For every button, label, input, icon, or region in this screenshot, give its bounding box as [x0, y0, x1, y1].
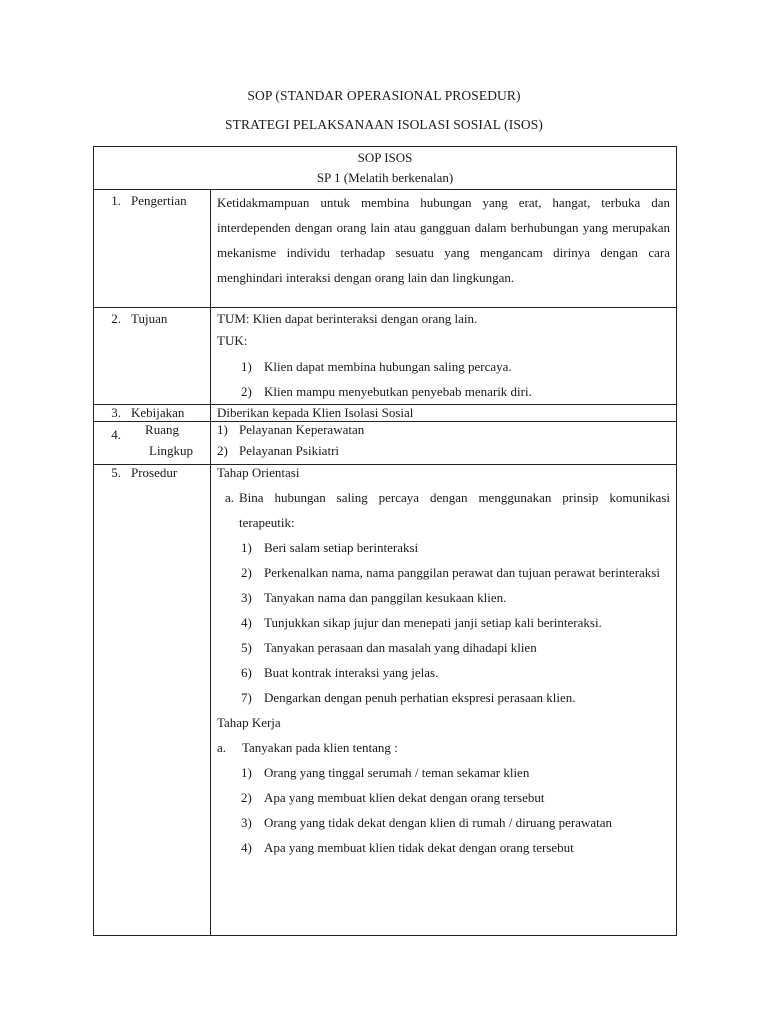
document-title: SOP (STANDAR OPERASIONAL PROSEDUR)	[247, 88, 521, 103]
list-text: Dengarkan dengan penuh perhatian ekspresi perasaan klien.	[264, 690, 576, 705]
row-label-cell	[94, 405, 211, 422]
list-marker: a.	[225, 490, 235, 505]
list-item	[217, 635, 670, 660]
list-marker: 7)	[241, 690, 252, 705]
tum-text: TUM: Klien dapat berinteraksi dengan orang lain.	[217, 311, 478, 326]
row-content-cell	[211, 465, 677, 936]
list-marker: 2)	[217, 443, 228, 458]
list-marker: 2)	[241, 565, 252, 580]
list-text: Apa yang membuat klien dekat dengan orang tersebut	[264, 790, 545, 805]
sop-table	[93, 146, 677, 936]
list-marker: a.	[217, 740, 227, 755]
list-item	[217, 535, 670, 560]
table-subheading: SP 1 (Melatih berkenalan)	[316, 170, 454, 185]
list-marker: 1)	[241, 765, 252, 780]
list-item	[217, 354, 670, 379]
list-text: Tanyakan pada klien tentang :	[242, 740, 398, 755]
table-row	[94, 422, 677, 465]
row-number: 2.	[111, 311, 121, 326]
list-marker: 2)	[241, 384, 252, 399]
list-item	[217, 785, 670, 810]
list-text: Klien mampu menyebutkan penyebab menarik diri.	[264, 384, 532, 399]
row-content-cell	[211, 422, 677, 465]
table-row	[94, 405, 677, 422]
list-marker: 3)	[241, 590, 252, 605]
tuk-text: TUK:	[217, 333, 248, 348]
list-item	[217, 560, 670, 585]
list-item	[217, 438, 670, 464]
row-label-cell	[94, 465, 211, 936]
list-item	[217, 379, 670, 404]
list-marker: 1)	[241, 540, 252, 555]
list-text: Buat kontrak interaksi yang jelas.	[264, 665, 439, 680]
row-label-cell	[94, 422, 211, 465]
list-text: Pelayanan Keperawatan	[239, 422, 365, 437]
list-marker: 4)	[241, 840, 252, 855]
list-marker: 5)	[241, 640, 252, 655]
list-item	[217, 685, 670, 710]
list-text: Orang yang tinggal serumah / teman sekamar klien	[264, 765, 530, 780]
list-item	[217, 810, 670, 835]
row-label: Kebijakan	[131, 405, 185, 420]
table-heading: SOP ISOS	[357, 150, 413, 165]
row-label-cell	[94, 308, 211, 405]
list-item	[217, 481, 670, 535]
list-item	[217, 735, 670, 760]
list-marker: 6)	[241, 665, 252, 680]
row-label-cont: Lingkup	[149, 443, 194, 458]
list-marker: 3)	[241, 815, 252, 830]
table-row	[94, 308, 677, 405]
list-text: Perkenalkan nama, nama panggilan perawat dan tujuan perawat berinteraksi	[264, 565, 660, 580]
list-item	[217, 585, 670, 610]
list-item	[217, 760, 670, 785]
kebijakan-text: Diberikan kepada Klien Isolasi Sosial	[217, 405, 414, 420]
row-number: 4.	[111, 427, 121, 442]
section-title-orientasi: Tahap Orientasi	[217, 465, 300, 480]
table-header-row	[94, 147, 677, 190]
row-content-cell	[211, 308, 677, 405]
list-item	[217, 422, 670, 438]
list-marker: 1)	[217, 422, 228, 437]
table-row	[94, 190, 677, 308]
row-number: 3.	[111, 405, 121, 420]
row-label: Prosedur	[131, 465, 178, 480]
section-title-kerja: Tahap Kerja	[217, 715, 281, 730]
list-text: Orang yang tidak dekat dengan klien di rumah / diruang perawatan	[264, 815, 612, 830]
list-item	[217, 660, 670, 685]
list-text: Apa yang membuat klien tidak dekat dengan orang tersebut	[264, 840, 574, 855]
list-text: Beri salam setiap berinteraksi	[264, 540, 419, 555]
pengertian-text: Ketidakmampuan untuk membina hubungan yang erat, hangat, terbuka dan interdependen dengan orang lain atau gangguan dalam berhubungan yang merupakan mekanisme individu terhadap sesuatu yang mengancam dirinya dengan cara menghindari interaksi dengan orang lain dan lingkungan.	[217, 195, 670, 285]
list-text: Tunjukkan sikap jujur dan menepati janji setiap kali berinteraksi.	[264, 615, 602, 630]
row-number: 1.	[111, 193, 121, 208]
row-content-cell	[211, 405, 677, 422]
list-marker: 2)	[241, 790, 252, 805]
list-text: Pelayanan Psikiatri	[239, 443, 340, 458]
list-text: Tanyakan nama dan panggilan kesukaan klien.	[264, 590, 507, 605]
list-marker: 1)	[241, 359, 252, 374]
row-label: Tujuan	[131, 311, 168, 326]
table-row	[94, 465, 677, 936]
list-item	[217, 610, 670, 635]
list-item	[217, 835, 670, 860]
list-text: Klien dapat membina hubungan saling percaya.	[264, 359, 512, 374]
list-marker: 4)	[241, 615, 252, 630]
list-text: Bina hubungan saling percaya dengan menggunakan prinsip komunikasi terapeutik:	[239, 490, 670, 530]
row-number: 5.	[111, 465, 121, 480]
row-content-cell	[211, 190, 677, 308]
row-label: Ruang	[145, 422, 179, 437]
document-subtitle: STRATEGI PELAKSANAAN ISOLASI SOSIAL (ISOS)	[225, 117, 543, 132]
row-label-cell	[94, 190, 211, 308]
list-text: Tanyakan perasaan dan masalah yang dihadapi klien	[264, 640, 537, 655]
row-label: Pengertian	[131, 193, 187, 208]
table-header-cell	[94, 147, 677, 190]
